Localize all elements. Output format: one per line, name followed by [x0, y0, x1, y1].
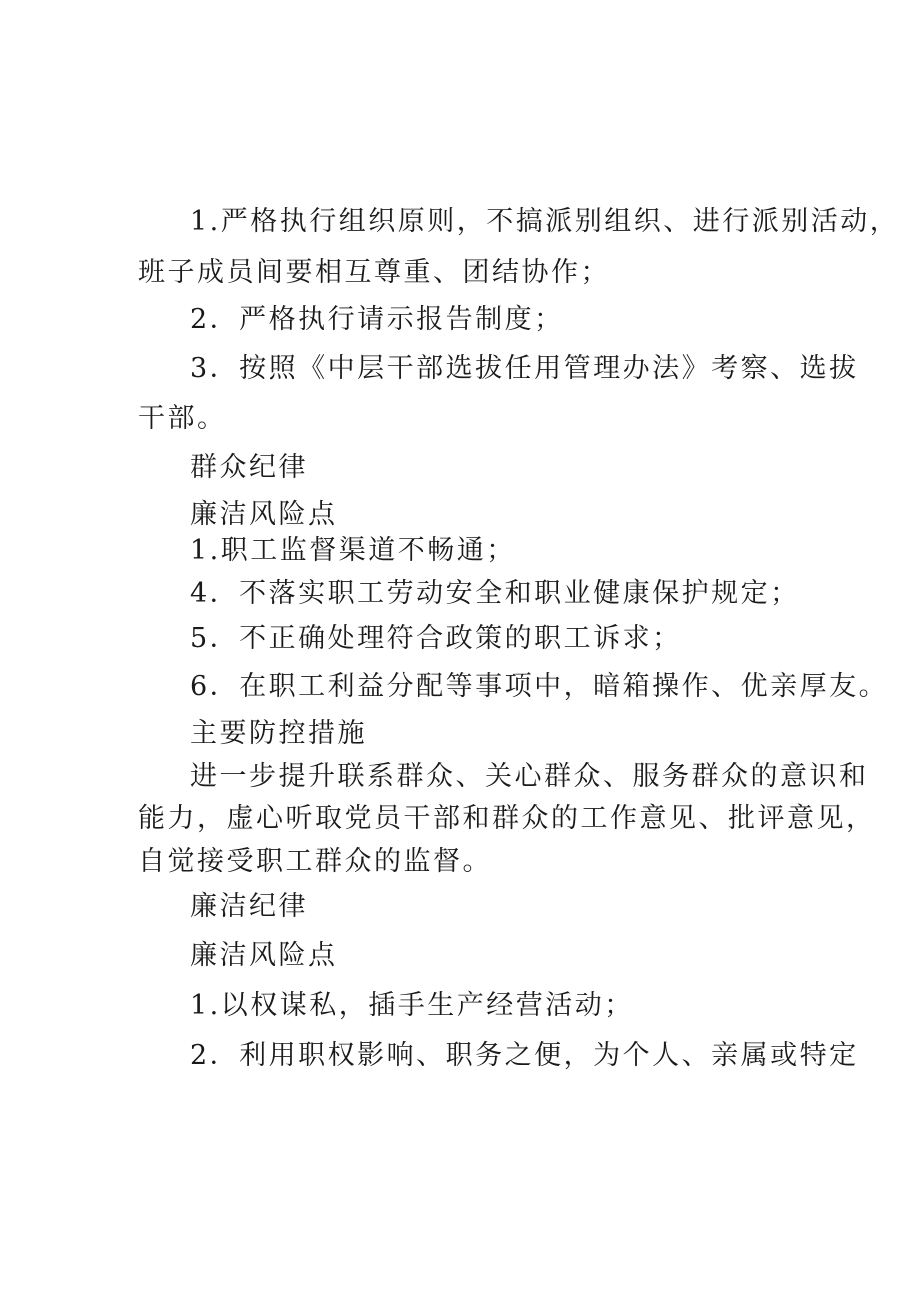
text-line-5: 干部。 — [138, 403, 227, 434]
subheading-risk-points-1: 廉洁风险点 — [190, 499, 338, 530]
text-line-10: 5．不正确处理符合政策的职工诉求； — [190, 623, 682, 654]
text-line-9: 4．不落实职工劳动安全和职业健康保护规定； — [190, 578, 800, 609]
text-line-8: 1.职工监督渠道不畅通； — [190, 535, 516, 566]
subheading-control-measures: 主要防控措施 — [190, 718, 367, 749]
text-line-3: 2．严格执行请示报告制度； — [190, 304, 564, 335]
section-heading-mass-discipline: 群众纪律 — [190, 452, 308, 483]
subheading-risk-points-2: 廉洁风险点 — [190, 940, 338, 971]
text-line-15: 自觉接受职工群众的监督。 — [138, 846, 492, 877]
text-line-13: 进一步提升联系群众、关心群众、服务群众的意识和 — [190, 761, 869, 792]
text-line-19: 2．利用职权影响、职务之便，为个人、亲属或特定 — [190, 1040, 859, 1071]
text-line-18: 1.以权谋私，插手生产经营活动； — [190, 990, 634, 1021]
text-line-1: 1.严格执行组织原则，不搞派别组织、进行派别活动， — [190, 206, 900, 237]
section-heading-integrity-discipline: 廉洁纪律 — [190, 891, 308, 922]
text-line-2: 班子成员间要相互尊重、团结协作； — [138, 257, 610, 288]
text-line-14: 能力，虚心听取党员干部和群众的工作意见、批评意见， — [138, 803, 876, 834]
text-line-11: 6．在职工利益分配等事项中，暗箱操作、优亲厚友。 — [190, 671, 889, 702]
text-line-4: 3．按照《中层干部选拔任用管理办法》考察、选拔 — [190, 353, 859, 384]
